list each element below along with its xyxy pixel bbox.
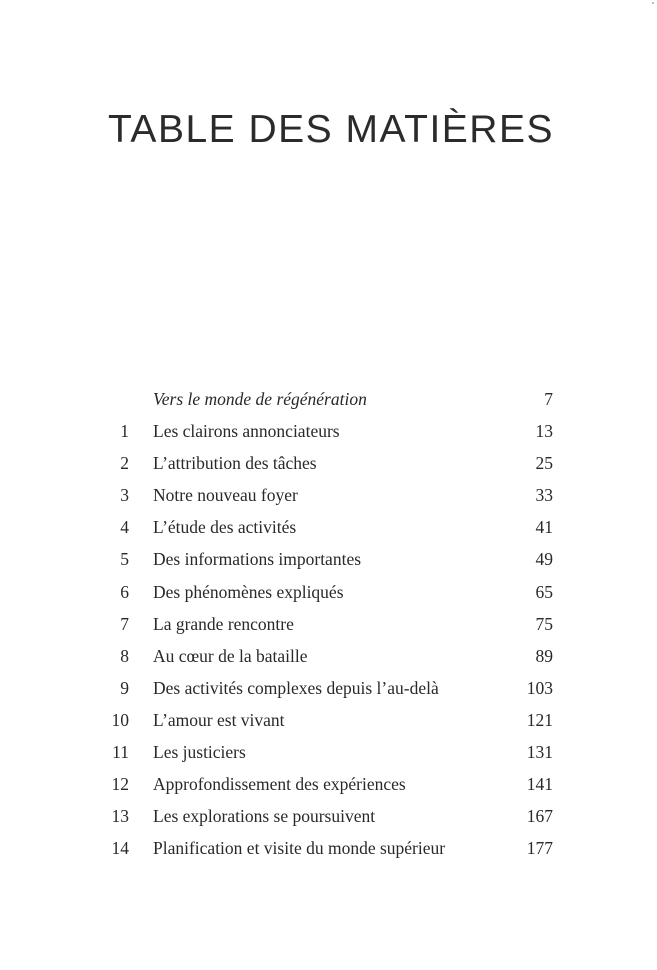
chapter-title: Au cœur de la bataille — [153, 645, 308, 666]
chapter-title: Les explorations se poursuivent — [153, 806, 376, 827]
chapter-number: 11 — [112, 742, 129, 763]
toc-intro-page: 7 — [544, 389, 553, 409]
chapter-page: 131 — [526, 742, 553, 763]
toc-row — [0, 737, 657, 769]
toc-row — [0, 705, 657, 737]
chapter-title: Notre nouveau foyer — [153, 485, 298, 506]
chapter-page: 13 — [535, 421, 553, 442]
chapter-page: 25 — [535, 453, 553, 474]
toc-row — [0, 544, 657, 576]
chapter-title: Des phénomènes expliqués — [153, 581, 344, 602]
chapter-number: 2 — [120, 453, 129, 474]
chapter-number: 5 — [120, 549, 129, 570]
chapter-number: 8 — [120, 645, 129, 666]
chapter-page: 41 — [535, 517, 553, 538]
chapter-page: 121 — [526, 709, 553, 730]
chapter-number: 3 — [120, 485, 129, 506]
chapter-title: Planification et visite du monde supérieur — [153, 838, 446, 859]
chapter-number: 13 — [111, 806, 129, 827]
toc-row — [0, 769, 657, 801]
chapter-number: 10 — [111, 709, 129, 730]
toc-row — [0, 833, 657, 865]
corner-mark — [652, 2, 654, 4]
chapter-title: Approfondissement des expériences — [153, 774, 406, 795]
chapter-page: 177 — [526, 838, 553, 859]
toc-row — [0, 673, 657, 705]
chapter-title: Des activités complexes depuis l’au-delà — [153, 677, 439, 698]
toc-row — [0, 448, 657, 480]
chapter-number: 12 — [111, 774, 129, 795]
chapter-page: 141 — [526, 774, 553, 795]
toc-row — [0, 512, 657, 544]
chapter-title: L’amour est vivant — [153, 709, 285, 730]
chapter-title: La grande rencontre — [153, 613, 294, 634]
chapter-page: 75 — [535, 613, 553, 634]
chapter-number: 14 — [111, 838, 129, 859]
chapter-page: 103 — [526, 677, 553, 698]
toc-row — [0, 609, 657, 641]
chapter-number: 4 — [120, 517, 129, 538]
chapter-page: 49 — [535, 549, 553, 570]
toc-row — [0, 416, 657, 448]
chapter-number: 7 — [120, 613, 129, 634]
table-of-contents — [0, 384, 657, 865]
toc-row — [0, 577, 657, 609]
toc-intro-label: Vers le monde de régénération — [153, 389, 367, 409]
toc-intro-row — [0, 384, 657, 416]
page-title: TABLE DES MATIÈRES — [108, 108, 554, 151]
chapter-number: 6 — [120, 581, 129, 602]
chapter-page: 167 — [526, 806, 553, 827]
chapter-title: L’attribution des tâches — [153, 453, 317, 474]
chapter-number: 9 — [120, 677, 129, 698]
chapter-page: 33 — [535, 485, 553, 506]
toc-row — [0, 480, 657, 512]
chapter-page: 65 — [535, 581, 553, 602]
chapter-page: 89 — [535, 645, 553, 666]
chapter-title: L’étude des activités — [153, 517, 297, 538]
chapter-number: 1 — [120, 421, 129, 442]
toc-row — [0, 801, 657, 833]
chapter-title: Les clairons annonciateurs — [153, 421, 340, 442]
chapter-title: Les justiciers — [153, 742, 246, 763]
chapter-title: Des informations importantes — [153, 549, 362, 570]
toc-row — [0, 641, 657, 673]
